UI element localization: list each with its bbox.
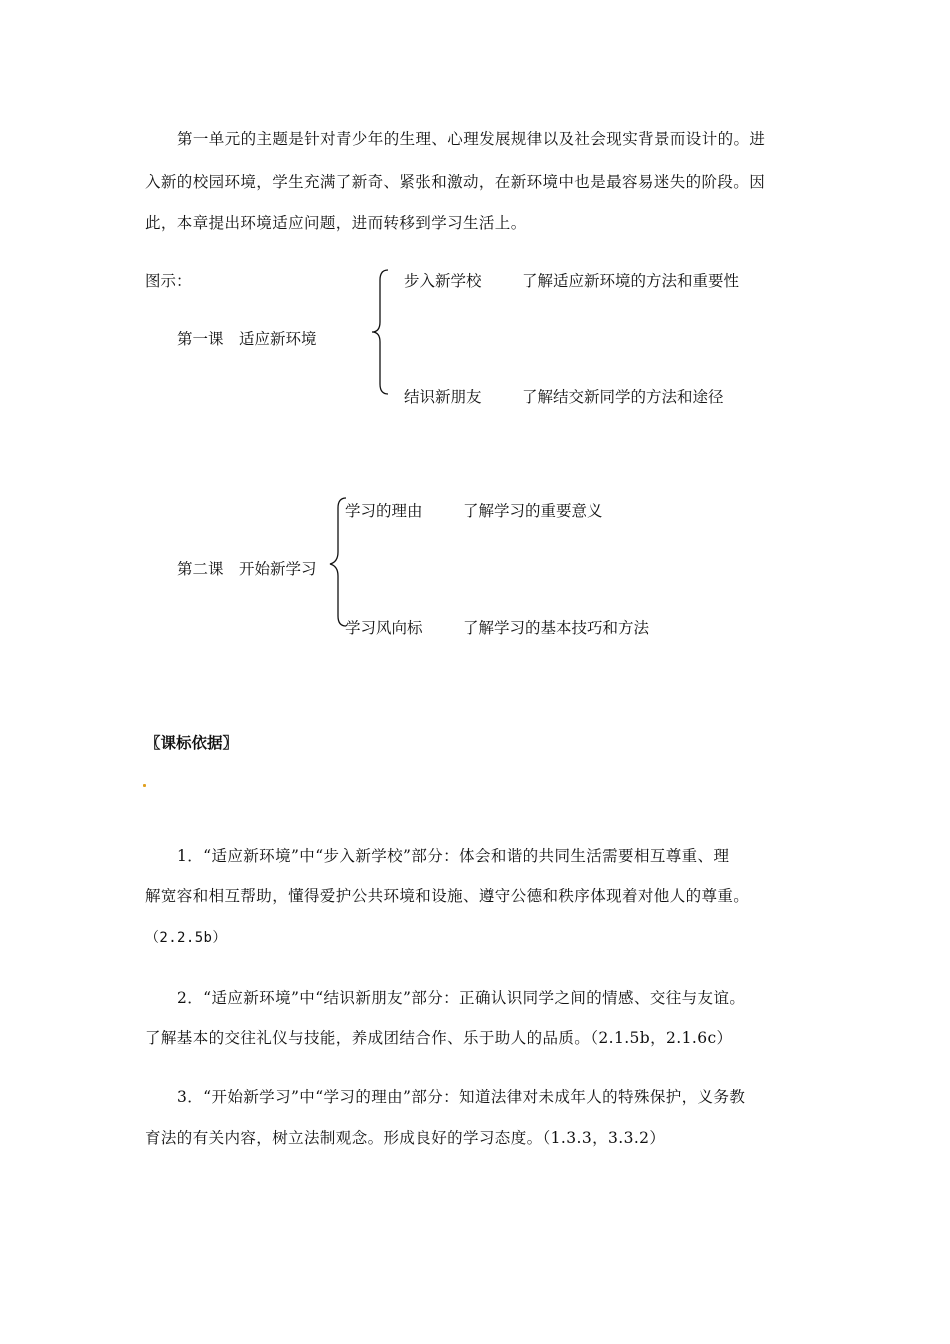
lesson-1-topic-2: 结识新朋友 xyxy=(404,388,482,406)
standard-1-line-1: 1．“适应新环境”中“步入新学校”部分：体会和谐的共同生活需要相互尊重、理 xyxy=(177,847,730,865)
lesson-2-topic-2: 学习风向标 xyxy=(345,619,423,637)
lesson-1-title: 第一课 适应新环境 xyxy=(177,330,317,348)
lesson-1-brace xyxy=(368,268,392,398)
lesson-2-topic-1: 学习的理由 xyxy=(345,502,423,520)
lesson-1-desc-2: 了解结交新同学的方法和途径 xyxy=(522,388,724,406)
standard-1-line-2: 解宽容和相互帮助，懂得爱护公共环境和设施、遵守公德和秩序体现着对他人的尊重。 xyxy=(145,887,750,905)
lesson-2-desc-2: 了解学习的基本技巧和方法 xyxy=(463,619,650,637)
standard-3-line-1: 3．“开始新学习”中“学习的理由”部分：知道法律对未成年人的特殊保护，义务教 xyxy=(177,1088,746,1106)
lesson-2-desc-1: 了解学习的重要意义 xyxy=(463,502,603,520)
intro-line-3: 此，本章提出环境适应问题，进而转移到学习生活上。 xyxy=(145,214,527,232)
standard-2-line-2: 了解基本的交往礼仪与技能，养成团结合作、乐于助人的品质。（2.1.5b，2.1.6c） xyxy=(145,1029,733,1047)
standard-3-line-2: 育法的有关内容，树立法制观念。形成良好的学习态度。（1.3.3，3.3.2） xyxy=(145,1129,666,1147)
decorative-dot xyxy=(143,784,146,787)
lesson-1-desc-1: 了解适应新环境的方法和重要性 xyxy=(522,272,740,290)
standard-1-line-3: （2.2.5b） xyxy=(145,930,227,946)
diagram-label: 图示： xyxy=(145,272,192,290)
lesson-2-title: 第二课 开始新学习 xyxy=(177,560,317,578)
intro-line-1: 第一单元的主题是针对青少年的生理、心理发展规律以及社会现实背景而设计的。进 xyxy=(177,130,766,148)
intro-line-2: 入新的校园环境，学生充满了新奇、紧张和激动，在新环境中也是最容易迷失的阶段。因 xyxy=(145,173,766,191)
standards-heading: 〖课标依据〗 xyxy=(145,733,239,752)
standard-2-line-1: 2．“适应新环境”中“结识新朋友”部分：正确认识同学之间的情感、交往与友谊。 xyxy=(177,989,746,1007)
lesson-1-topic-1: 步入新学校 xyxy=(404,272,482,290)
